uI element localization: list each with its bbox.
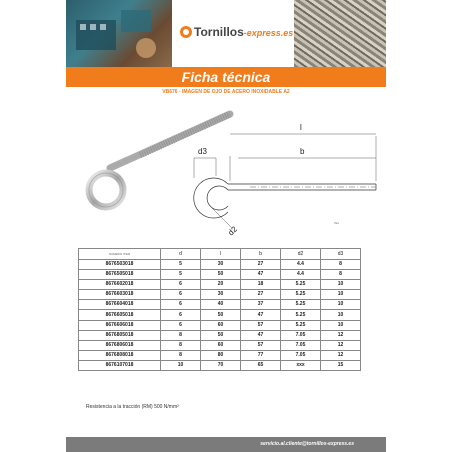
table-row	[79, 350, 361, 360]
table-header-row	[79, 249, 361, 260]
table-cell: 7.05	[281, 330, 321, 340]
page-title: Ficha técnica	[181, 69, 271, 85]
table-cell: 47	[241, 310, 281, 320]
table-cell: 8	[161, 340, 201, 350]
table-header: l	[201, 249, 241, 260]
table-header: b	[241, 249, 281, 260]
table-header: d2	[281, 249, 321, 260]
table-cell: xxx	[281, 360, 321, 370]
table-cell: 8	[321, 270, 361, 280]
eye-bolt-drawing	[80, 96, 380, 246]
table-cell: 4.4	[281, 270, 321, 280]
table-row	[79, 270, 361, 280]
tools-photo-art	[66, 0, 172, 67]
table-cell: 8676605018	[79, 310, 161, 320]
dim-d3-label: d3	[198, 147, 207, 156]
table-cell: 8676602018	[79, 280, 161, 290]
table-cell: 57	[241, 320, 281, 330]
table-header: d3	[321, 249, 361, 260]
table-cell: 7.05	[281, 350, 321, 360]
table-cell: 20	[201, 280, 241, 290]
table-row	[79, 290, 361, 300]
footer	[66, 437, 386, 452]
table-cell: 27	[241, 260, 281, 270]
table-row	[79, 330, 361, 340]
table-cell: 47	[241, 330, 281, 340]
table-cell: 37	[241, 300, 281, 310]
table-cell: 57	[241, 340, 281, 350]
table-cell: 10	[321, 280, 361, 290]
table-row	[79, 280, 361, 290]
table-row	[79, 360, 361, 370]
header-photo-tools	[66, 0, 172, 67]
table-row	[79, 260, 361, 270]
table-row	[79, 310, 361, 320]
brand-logo-icon	[180, 26, 192, 38]
table-cell: 8	[321, 260, 361, 270]
table-cell: 12	[321, 340, 361, 350]
header	[66, 0, 386, 67]
table-cell: 10	[321, 320, 361, 330]
table-cell: 60	[201, 340, 241, 350]
dim-b-label: b	[300, 147, 305, 156]
table-cell: 4.4	[281, 260, 321, 270]
table-cell: 10	[321, 290, 361, 300]
table-header: d	[161, 249, 201, 260]
spec-table	[78, 248, 361, 371]
table-cell: 5.25	[281, 290, 321, 300]
table-cell: 10	[321, 300, 361, 310]
table-cell: 12	[321, 350, 361, 360]
table-cell: 8676806018	[79, 340, 161, 350]
table-cell: 30	[201, 260, 241, 270]
table-cell: 65	[241, 360, 281, 370]
footer-email-link[interactable]: servicio.al.cliente@tornillos-express.es	[260, 441, 354, 447]
table-cell: 6	[161, 310, 201, 320]
thread-note: thru	[334, 221, 340, 225]
table-cell: 47	[241, 270, 281, 280]
table-cell: 50	[201, 270, 241, 280]
table-cell: 8676505018	[79, 270, 161, 280]
table-cell: 7.05	[281, 340, 321, 350]
table-cell: 8676805018	[79, 330, 161, 340]
table-row	[79, 320, 361, 330]
table-cell: 27	[241, 290, 281, 300]
table-cell: 5	[161, 260, 201, 270]
tensile-strength-note: Resistencia a la tracción (RM) 500 N/mm²	[86, 404, 179, 410]
table-cell: 10	[161, 360, 201, 370]
eye-bolt-line-drawing	[194, 134, 376, 228]
table-cell: 40	[201, 300, 241, 310]
table-cell: 6	[161, 300, 201, 310]
dim-l-label: l	[300, 123, 302, 132]
table-header: NUMERO ITEM	[79, 249, 161, 260]
table-cell: 5.25	[281, 300, 321, 310]
table-cell: 5	[161, 270, 201, 280]
table-cell: 6	[161, 280, 201, 290]
dim-d2-label: d2	[226, 224, 240, 238]
table-cell: 60	[201, 320, 241, 330]
table-cell: 50	[201, 310, 241, 320]
table-cell: 8676503018	[79, 260, 161, 270]
table-cell: 6	[161, 320, 201, 330]
table-cell: 8676604018	[79, 300, 161, 310]
table-cell: 8	[161, 330, 201, 340]
product-subtitle: VB676 - IMAGEN DE OJO DE ACERO INOXIDABLE A2	[162, 89, 290, 95]
table-cell: 8676107018	[79, 360, 161, 370]
table-cell: 5.25	[281, 310, 321, 320]
table-row	[79, 300, 361, 310]
table-cell: 8676808018	[79, 350, 161, 360]
brand-logo	[172, 0, 294, 67]
title-banner	[66, 67, 386, 87]
table-cell: 15	[321, 360, 361, 370]
table-cell: 6	[161, 290, 201, 300]
table-cell: 30	[201, 290, 241, 300]
table-cell: 5.25	[281, 320, 321, 330]
table-cell: 10	[321, 310, 361, 320]
table-cell: 18	[241, 280, 281, 290]
technical-drawing	[80, 96, 380, 246]
table-cell: 12	[321, 330, 361, 340]
table-cell: 70	[201, 360, 241, 370]
table-cell: 5.25	[281, 280, 321, 290]
table-row	[79, 340, 361, 350]
table-cell: 8676603018	[79, 290, 161, 300]
brand-name: Tornillos-express.es	[194, 25, 294, 39]
table-cell: 50	[201, 330, 241, 340]
table-cell: 80	[201, 350, 241, 360]
table-cell: 8676606018	[79, 320, 161, 330]
header-photo-screws	[294, 0, 386, 67]
eye-bolt-photo	[89, 114, 230, 207]
table-cell: 8	[161, 350, 201, 360]
table-cell: 77	[241, 350, 281, 360]
